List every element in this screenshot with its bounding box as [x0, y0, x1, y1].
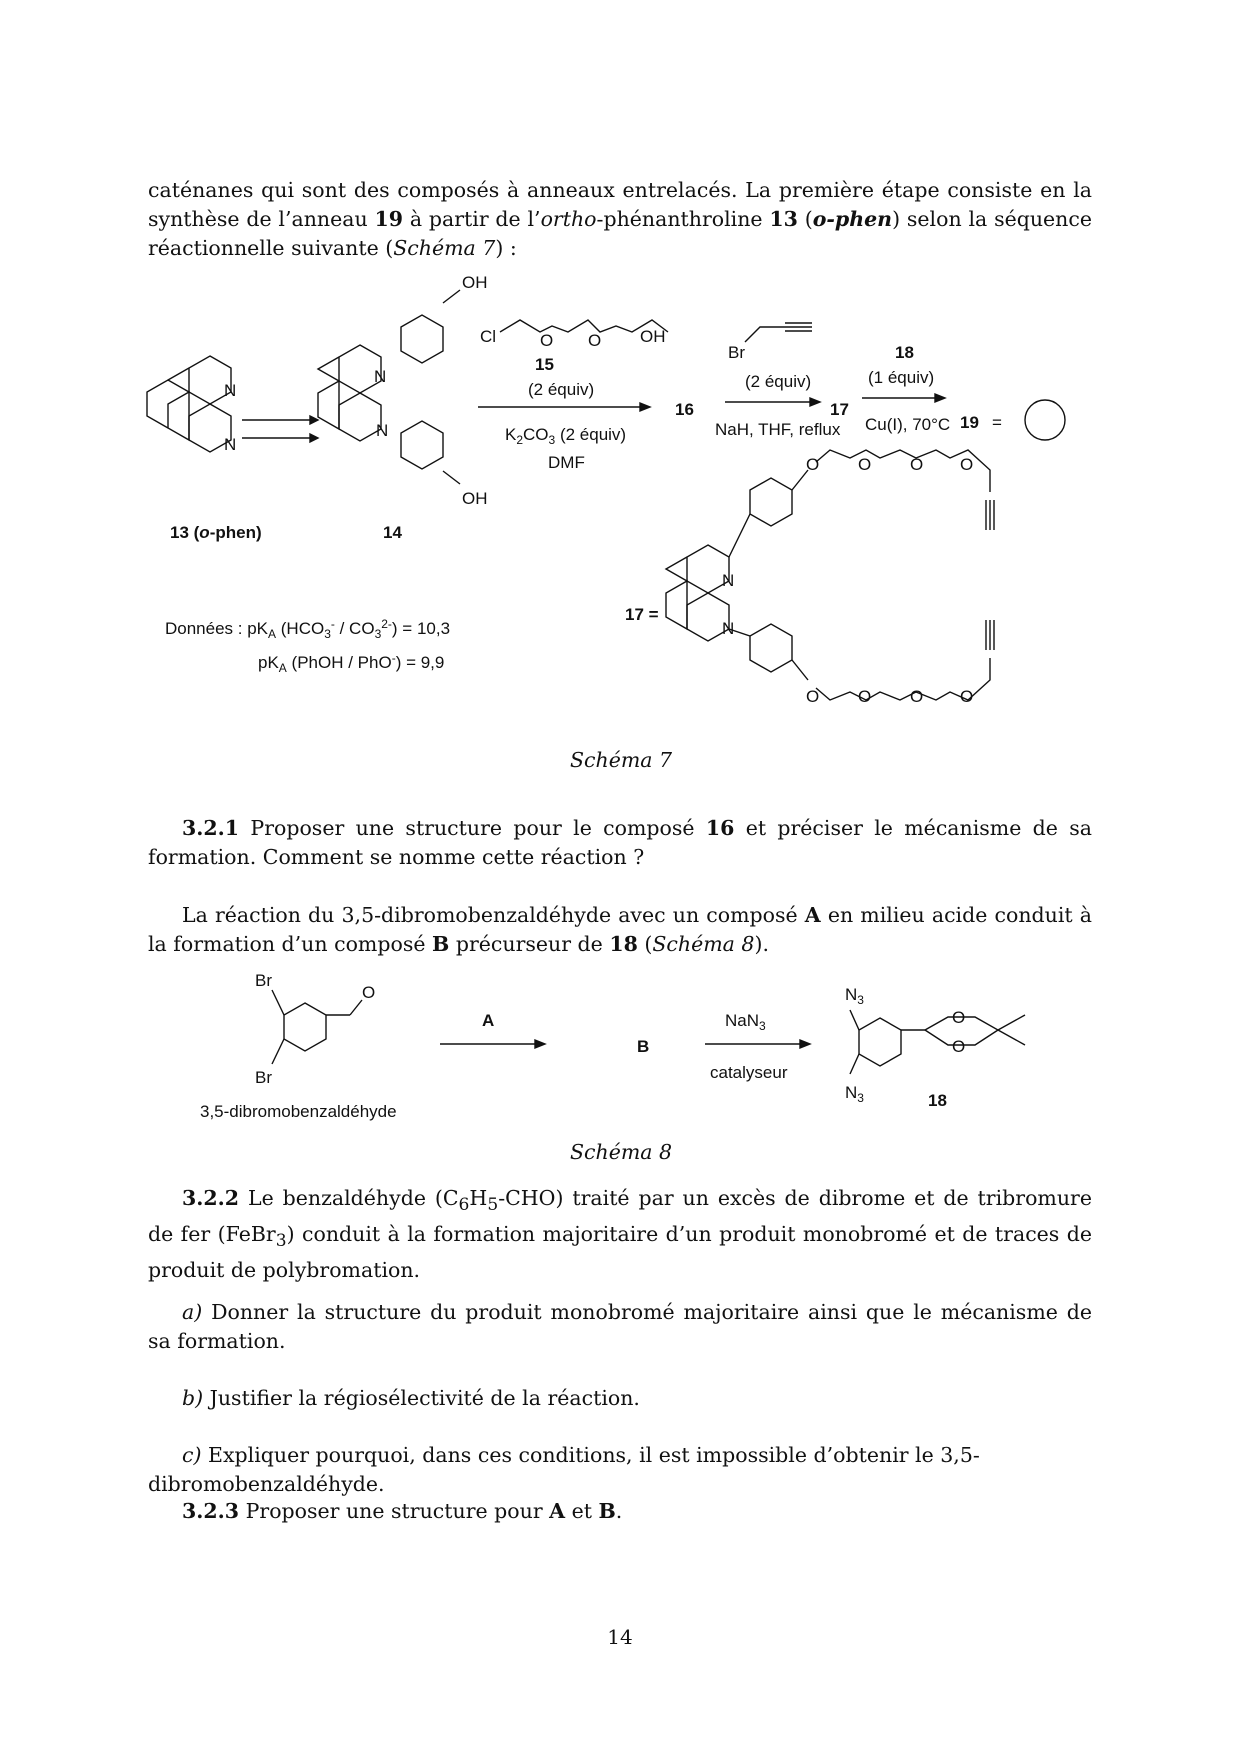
- nah-label: NaH, THF, reflux: [715, 420, 841, 439]
- label-15: 15: [535, 355, 554, 374]
- n-label: N: [224, 381, 237, 400]
- label-17-eq: 17 =: [625, 605, 659, 624]
- cu-label: Cu(I), 70°C: [865, 415, 951, 434]
- ring-19-circle: [1025, 400, 1065, 440]
- o-label: O: [806, 687, 820, 706]
- equals-sign: =: [992, 413, 1002, 432]
- compound-14-structure: [318, 290, 460, 484]
- k2co3-label: $K_2CO_3$ (2 équiv): [505, 425, 627, 447]
- compound-b-label: B: [637, 1037, 650, 1056]
- nan3-label: NaN$_3$: [725, 1011, 766, 1033]
- o-label: O: [540, 331, 554, 350]
- n3-top-label: $N_3$: [845, 985, 864, 1007]
- scheme-8: [0, 960, 1240, 1140]
- o-label: O: [960, 455, 974, 474]
- question-c: c) Expliquer pourquoi, dans ces conditions, il est impossible d’obtenir le 3,5-dibromobenzaldéhyde.: [148, 1443, 980, 1496]
- label-14: 14: [383, 523, 402, 542]
- phenanthroline-13-structure: [147, 356, 231, 452]
- schema-7-caption: Schéma 7: [570, 748, 673, 772]
- paragraph-2: La réaction du 3,5-dibromobenzaldéhyde avec un composé A en milieu acide conduit à la formation d’un composé B précurseur de 18 (Schéma 8).: [148, 903, 1092, 956]
- br-bottom-label: Br: [255, 1068, 272, 1087]
- oh-top-label: OH: [462, 273, 488, 292]
- br-top-label: Br: [255, 971, 272, 990]
- dibromobenzaldehyde-name: 3,5-dibromobenzaldéhyde: [200, 1102, 397, 1121]
- donnees-line2: $pK_A$ (PhOH / PhO-) = 9,9: [258, 651, 445, 675]
- catalyseur-label: catalyseur: [710, 1063, 788, 1082]
- intro-paragraph: caténanes qui sont des composés à anneaux entrelacés. La première étape consiste en la synthèse de l’anneau 19 à partir de l’ortho-phénanthroline 13 (o-phen) selon la séquence réactionnelle suivante (Schéma 7) :: [148, 178, 1092, 260]
- o-label: O: [858, 455, 872, 474]
- n-label: N: [376, 421, 389, 440]
- n-label: N: [374, 367, 387, 386]
- equiv-propargyl: (2 équiv): [745, 372, 812, 391]
- equiv-15: (2 équiv): [528, 380, 595, 399]
- donnees-line1: Données : $pK_A$ $(HCO_3^- / CO_3^{2-}) = 10,3$: [165, 617, 451, 641]
- dibromobenzaldehyde-structure: [272, 990, 362, 1064]
- label-18: 18: [928, 1091, 947, 1110]
- cl-label: Cl: [480, 327, 497, 346]
- o-top-label: O: [952, 1008, 966, 1027]
- scheme-7: [0, 273, 1240, 760]
- label-16: 16: [675, 400, 694, 419]
- oh-bottom-label: OH: [462, 489, 488, 508]
- schema-8-caption: Schéma 8: [570, 1140, 673, 1164]
- o-label: O: [806, 455, 820, 474]
- n-label: N: [224, 435, 237, 454]
- dmf-label: DMF: [548, 453, 585, 472]
- o-bottom-label: O: [952, 1037, 966, 1056]
- br-label: Br: [728, 343, 745, 362]
- question-3-2-2: 3.2.2 Le benzaldéhyde $(C_6H_5-CHO)$ traité par un excès de dibrome et de tribromure de fer (FeBr$_3$) conduit à la formation majoritaire d’un produit monobromé et de traces de produit de polybromation.: [148, 1186, 1092, 1283]
- question-a: a) Donner la structure du produit monobromé majoritaire ainsi que le mécanisme de sa formation.: [148, 1300, 1092, 1353]
- label-18: 18: [895, 343, 914, 362]
- n-label: N: [722, 619, 735, 638]
- o-label: O: [588, 331, 602, 350]
- question-3-2-3: 3.2.3 Proposer une structure pour A et B.: [182, 1499, 623, 1523]
- equiv-18: (1 équiv): [868, 368, 935, 387]
- page-number: 14: [607, 1625, 633, 1649]
- n3-bottom-label: $N_3$: [845, 1083, 864, 1105]
- label-13: 13 (o-phen): [170, 523, 262, 542]
- label-17: 17: [830, 400, 849, 419]
- question-b: b) Justifier la régiosélectivité de la réaction.: [182, 1386, 640, 1410]
- oh-chain-label: OH: [640, 327, 666, 346]
- o-label: O: [910, 455, 924, 474]
- o-label: O: [858, 687, 872, 706]
- propargyl: [745, 327, 785, 342]
- question-3-2-1: 3.2.1 Proposer une structure pour le composé 16 et préciser le mécanisme de sa formation. Comment se nomme cette réaction ?: [148, 816, 1092, 869]
- n-label: N: [722, 571, 735, 590]
- o-label: O: [960, 687, 974, 706]
- label-19: 19: [960, 413, 979, 432]
- compound-17-structure: [666, 450, 994, 700]
- compound-18-structure: [850, 1010, 1025, 1074]
- reagent-a-label: A: [482, 1011, 495, 1030]
- o-label: O: [910, 687, 924, 706]
- o-label: O: [362, 983, 376, 1002]
